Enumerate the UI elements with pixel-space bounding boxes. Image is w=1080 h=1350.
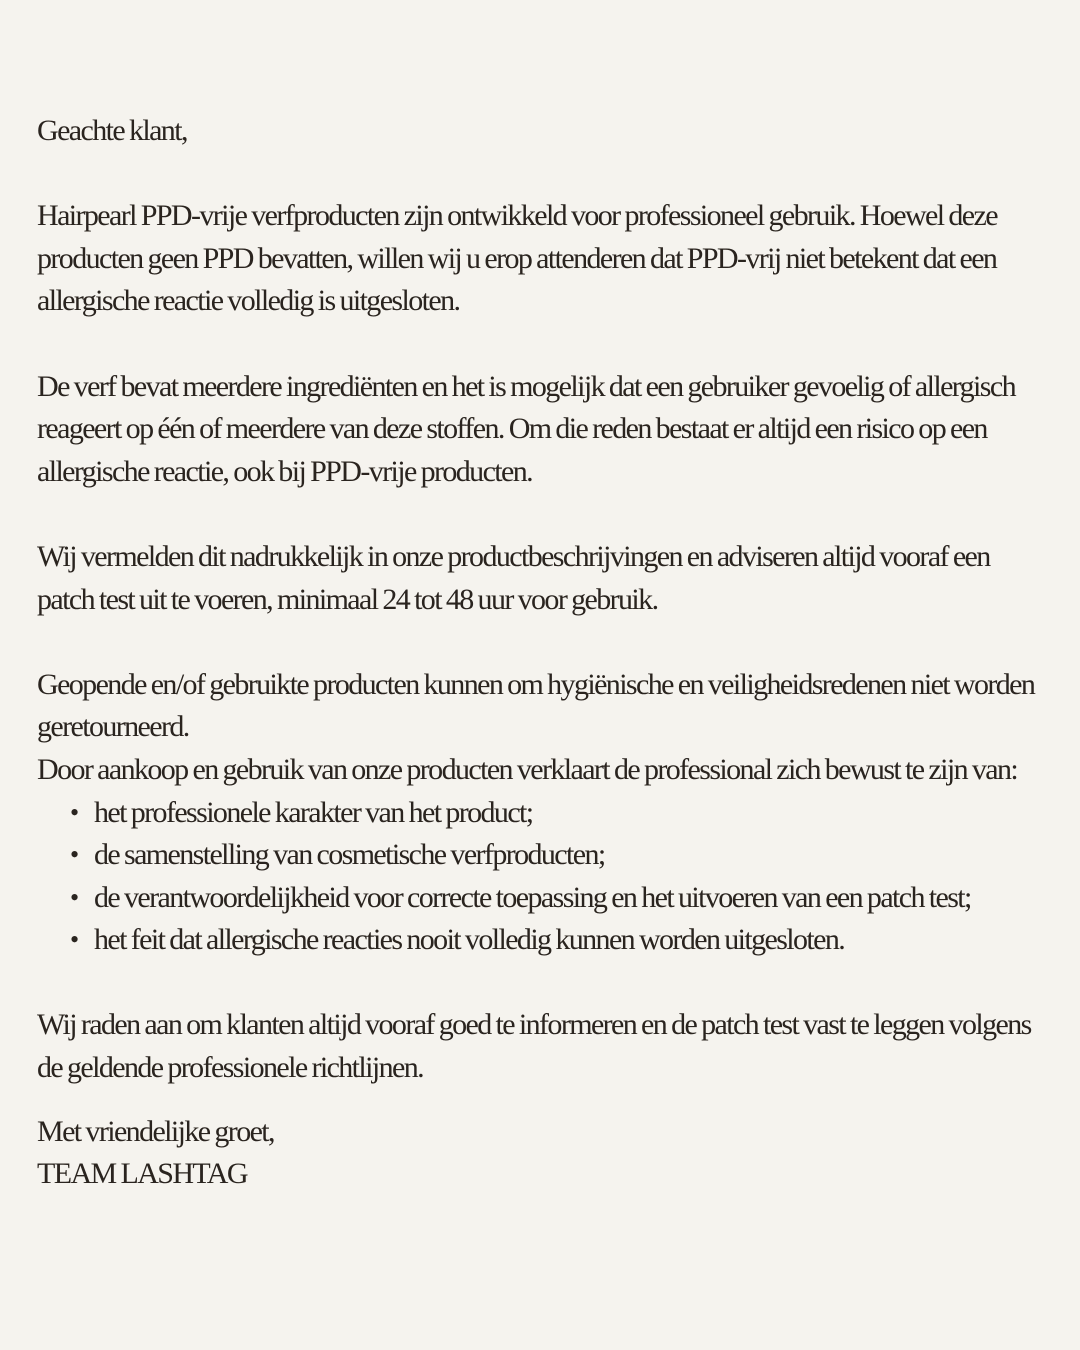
paragraph-ppd-free: Hairpearl PPD-vrije verfproducten zijn ontwikkeld voor professioneel gebruik. Hoewel deze producten geen PPD bevatten, willen wij u erop attenderen dat PPD-vrij niet betekent dat een allergische reactie volledig is uitgesloten. <box>37 199 997 318</box>
paragraph-awareness: Door aankoop en gebruik van onze producten verklaart de professional zich bewust te zijn van: <box>37 752 1018 786</box>
signature: TEAM LASHTAG <box>37 1157 247 1191</box>
paragraph-ingredients: De verf bevat meerdere ingrediënten en het is mogelijk dat een gebruiker gevoelig of allergisch reageert op één of meerdere van deze stoffen. Om die reden bestaat er altijd een risico op een allergische reactie, ook bij PPD-vrije producten. <box>37 369 1015 488</box>
greeting: Geachte klant, <box>37 114 187 147</box>
paragraph-returns: Geopende en/of gebruikte producten kunnen om hygiënische en veiligheidsredenen niet worden geretourneerd. <box>37 667 1035 744</box>
letter-body <box>37 110 1047 1196</box>
list-item: • de samenstelling van cosmetische verfproducten; <box>94 834 1047 877</box>
paragraph-advice: Wij raden aan om klanten altijd vooraf goed te informeren en de patch test vast te leggen volgens de geldende professionele richtlijnen. <box>37 1008 1031 1085</box>
list-item: • de verantwoordelijkheid voor correcte toepassing en het uitvoeren van een patch test; <box>94 877 1047 920</box>
list-item: • het feit dat allergische reacties nooit volledig kunnen worden uitgesloten. <box>94 919 1047 962</box>
closing: Met vriendelijke groet, <box>37 1114 274 1148</box>
list-item: • het professionele karakter van het product; <box>94 792 1047 835</box>
awareness-list <box>37 792 1047 962</box>
paragraph-patch-test: Wij vermelden dit nadrukkelijk in onze productbeschrijvingen en adviseren altijd vooraf een patch test uit te voeren, minimaal 24 tot 48 uur voor gebruik. <box>37 539 990 616</box>
